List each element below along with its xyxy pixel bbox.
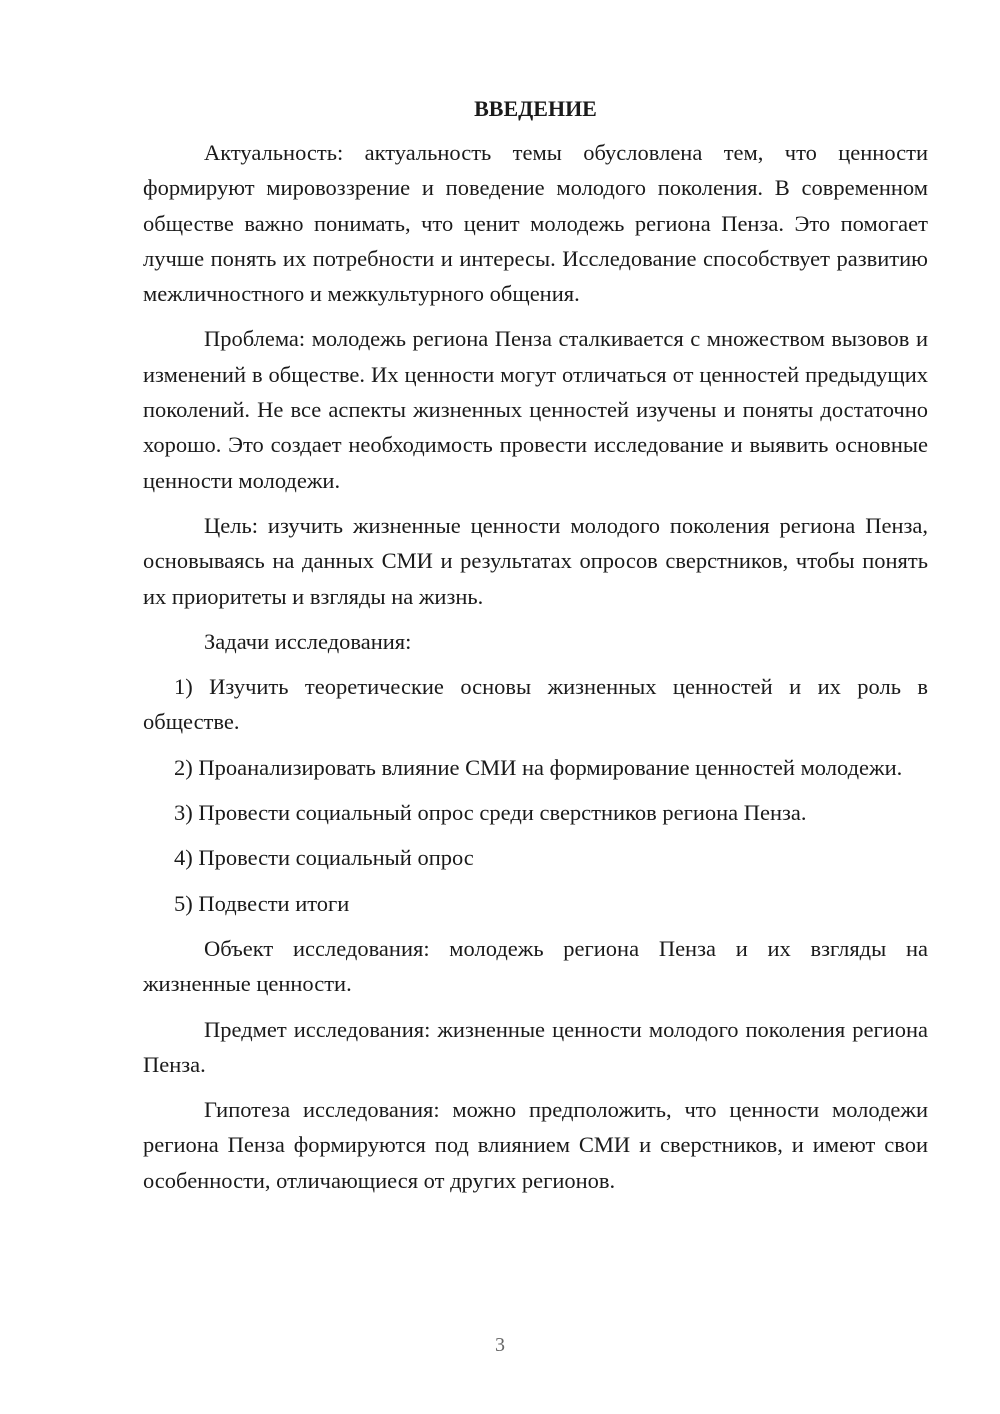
paragraph-relevance: Актуальность: актуальность темы обусловлена тем, что ценности формируют мировоззрение и поведение молодого поколения. В современном обществе важно понимать, что ценит молодежь региона Пенза. Это помогает лучше понять их потребности и интересы. Исследование способствует развитию межличностного и межкультурного общения. xyxy=(143,140,928,307)
task-item-5: 5) Подвести итоги xyxy=(174,890,350,916)
task-item-2: 2) Проанализировать влияние СМИ на формирование ценностей молодежи. xyxy=(174,754,903,780)
paragraph-object: Объект исследования: молодежь региона Пенза и их взгляды на жизненные ценности. xyxy=(143,935,928,997)
task-item-1: 1) Изучить теоретические основы жизненных ценностей и их роль в обществе. xyxy=(143,674,928,735)
paragraph-hypothesis: Гипотеза исследования: можно предположить, что ценности молодежи региона Пенза формируются под влиянием СМИ и сверстников, и имеют свои особенности, отличающиеся от других регионов. xyxy=(143,1097,928,1193)
page-number: 3 xyxy=(495,1334,505,1356)
document-page xyxy=(143,92,928,1208)
task-item-3: 3) Провести социальный опрос среди сверстников региона Пенза. xyxy=(174,800,807,826)
section-heading: ВВЕДЕНИЕ xyxy=(474,96,597,121)
paragraph-subject: Предмет исследования: жизненные ценности молодого поколения региона Пенза. xyxy=(143,1016,928,1077)
tasks-title: Задачи исследования: xyxy=(204,628,412,654)
task-item-4: 4) Провести социальный опрос xyxy=(174,845,474,871)
paragraph-problem: Проблема: молодежь региона Пенза сталкивается с множеством вызовов и изменений в обществе. Их ценности могут отличаться от ценностей предыдущих поколений. Не все аспекты жизненных ценностей изучены и поняты достаточно хорошо. Это создает необходимость провести исследование и выявить основные ценности молодежи. xyxy=(143,326,928,493)
paragraph-goal: Цель: изучить жизненные ценности молодого поколения региона Пенза, основываясь на данных СМИ и результатах опросов сверстников, чтобы понять их приоритеты и взгляды на жизнь. xyxy=(143,512,928,609)
